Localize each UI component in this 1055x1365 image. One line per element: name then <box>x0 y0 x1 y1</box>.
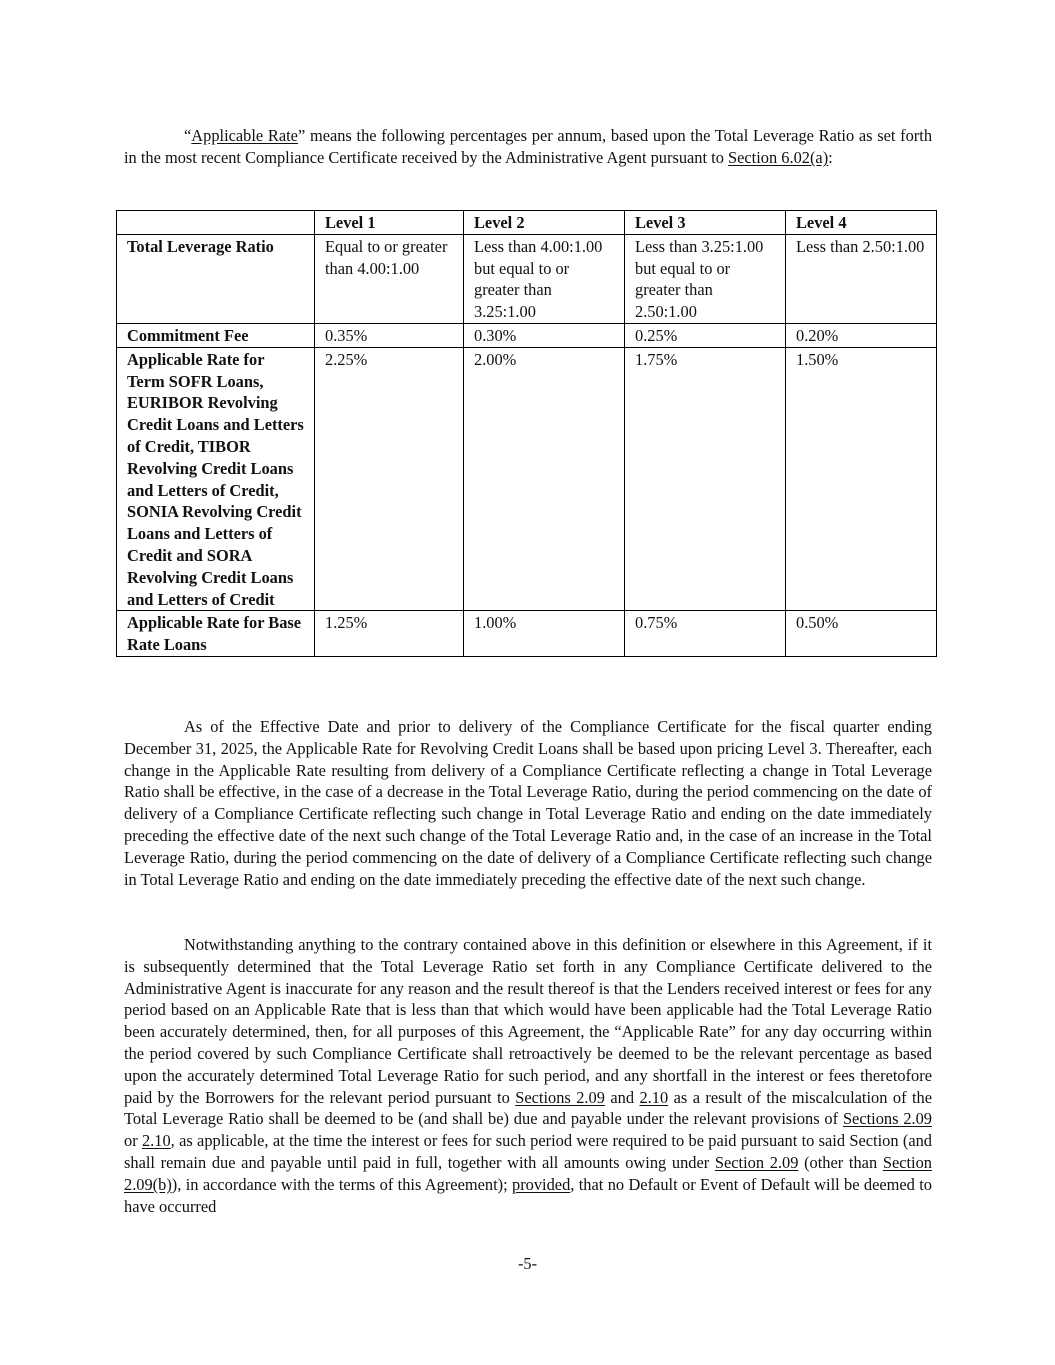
table-cell: Less than 3.25:1.00 but equal to or greater than 2.50:1.00 <box>625 234 786 323</box>
paragraph-text: , as applicable, at the time the interest or fees for such period were required to be paid pursuant to said Section (and shall remain due and payable until paid in full, together with all amounts owing under <box>124 1131 932 1172</box>
paragraph-text: or <box>124 1131 142 1151</box>
defined-term-applicable-rate: Applicable Rate <box>191 126 298 145</box>
row-label: Applicable Rate for Base Rate Loans <box>117 611 315 657</box>
paragraph-text: As of the Effective Date and prior to delivery of the Compliance Certificate for the fiscal quarter ending December 31, 2025, the Applicable Rate for Revolving Credit Loans shall be based upon pricing Level 3. Thereafter, each change in the Applicable Rate resulting from delivery of a Compliance Certificate reflecting a change in Total Leverage Ratio shall be effective, in the case of a decrease in the Total Leverage Ratio, during the period commencing on the date of delivery of a Compliance Certificate reflecting such change in Total Leverage Ratio and ending on the date immediately preceding the effective date of the next such change of the Total Leverage Ratio and, in the case of an increase in the Total Leverage Ratio, during the period commencing on the date of delivery of a Compliance Certificate reflecting such change in Total Leverage Ratio and ending on the date immediately preceding the effective date of the next such change. <box>124 717 932 889</box>
row-label: Commitment Fee <box>117 323 315 347</box>
section-ref-2-09b: Section 2.09(b) <box>124 1152 932 1194</box>
table-row-applicable-rate-term-sofr <box>117 347 937 611</box>
table-cell: 0.50% <box>786 611 937 657</box>
section-ref-2-09: Section 2.09 <box>714 1152 799 1172</box>
intro-paragraph <box>124 125 932 169</box>
paragraph-text: Notwithstanding anything to the contrary contained above in this definition or elsewhere in this Agreement, if it is subsequently determined that the Total Leverage Ratio set forth in any Compliance Certificate delivered to the Administrative Agent is inaccurate for any reason and the result thereof is that the Lenders received interest or fees for any period based on an Applicable Rate that is less than that which would have been applicable had the Total Leverage Ratio been accurately determined, then, for all purposes of this Agreement, the “Applicable Rate” for any day occurring within the period covered by such Compliance Certificate shall retroactively be deemed to be the relevant percentage as based upon the accurately determined Total Leverage Ratio for such period, and any shortfall in the interest or fees theretofore paid by the Borrowers for the relevant period pursuant to <box>124 935 932 1107</box>
table-cell: 1.75% <box>625 347 786 611</box>
row-label: Total Leverage Ratio <box>117 234 315 323</box>
notwithstanding-paragraph <box>124 934 932 1217</box>
intro-text-2: : <box>828 147 833 167</box>
table-cell: 2.00% <box>464 347 625 611</box>
table-cell: 2.25% <box>315 347 464 611</box>
row-label: Applicable Rate for Term SOFR Loans, EURIBOR Revolving Credit Loans and Letters of Credit, TIBOR Revolving Credit Loans and Letters of Credit, SONIA Revolving Credit Loans and Letters of Credit and SORA Revolving Credit Loans and Letters of Credit <box>117 347 315 611</box>
section-ref-2-09: Sections 2.09 <box>515 1087 605 1107</box>
paragraph-text: (other than <box>798 1152 883 1172</box>
table-cell: 0.75% <box>625 611 786 657</box>
table-row-commitment-fee <box>117 323 937 347</box>
header-level-3: Level 3 <box>625 211 786 235</box>
table-cell: 0.30% <box>464 323 625 347</box>
table-cell: Less than 2.50:1.00 <box>786 234 937 323</box>
provided-term: provided <box>512 1174 571 1194</box>
header-cell-empty <box>117 211 315 235</box>
section-ref-2-10: 2.10 <box>639 1087 669 1107</box>
table-cell: 0.20% <box>786 323 937 347</box>
table-cell: 1.00% <box>464 611 625 657</box>
header-level-4: Level 4 <box>786 211 937 235</box>
table-header-row <box>117 211 937 235</box>
table-row-applicable-rate-base-rate <box>117 611 937 657</box>
table-row-total-leverage-ratio <box>117 234 937 323</box>
table-cell: Equal to or greater than 4.00:1.00 <box>315 234 464 323</box>
paragraph-text: , that no Default or Event of Default will be deemed to have occurred <box>124 1174 932 1216</box>
effective-date-paragraph <box>124 716 932 890</box>
intro-open-quote: “ <box>184 126 192 145</box>
table-cell: 1.50% <box>786 347 937 611</box>
section-ref-6-02a: Section 6.02(a) <box>728 147 829 167</box>
paragraph-text: and <box>604 1087 640 1107</box>
table-cell: 0.35% <box>315 323 464 347</box>
section-ref-2-10: 2.10 <box>141 1131 171 1151</box>
applicable-rate-table <box>116 210 937 657</box>
table-cell: Less than 4.00:1.00 but equal to or greater than 3.25:1.00 <box>464 234 625 323</box>
table-cell: 1.25% <box>315 611 464 657</box>
header-level-2: Level 2 <box>464 211 625 235</box>
paragraph-text: ), in accordance with the terms of this Agreement); <box>171 1174 513 1194</box>
table-cell: 0.25% <box>625 323 786 347</box>
page-number: -5- <box>517 1254 538 1273</box>
intro-text-1: ” means the following percentages per annum, based upon the Total Leverage Ratio as set forth in the most recent Compliance Certificate received by the Administrative Agent pursuant to <box>124 126 933 167</box>
section-ref-2-09: Sections 2.09 <box>842 1109 933 1129</box>
header-level-1: Level 1 <box>315 211 464 235</box>
paragraph-text: as a result of the miscalculation of the Total Leverage Ratio shall be deemed to be (and shall be) due and payable under the relevant provisions of <box>124 1087 932 1129</box>
